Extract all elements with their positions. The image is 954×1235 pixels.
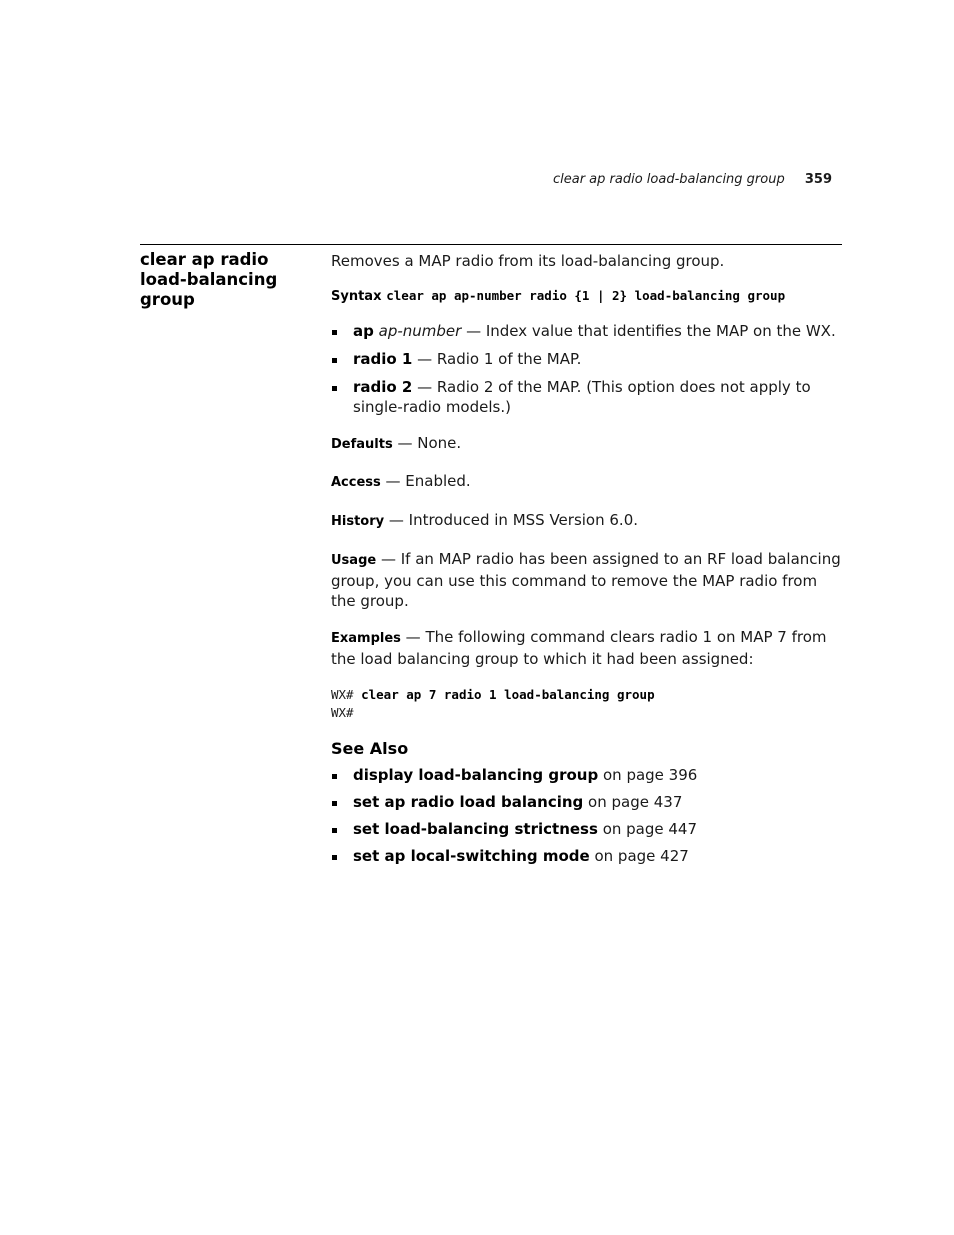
see-also-item[interactable] [331, 765, 846, 785]
bullet-icon [332, 330, 337, 335]
code-example [331, 686, 846, 722]
defaults-label: Defaults [331, 437, 393, 452]
bullet-icon [332, 801, 337, 806]
access-text: — Enabled. [380, 472, 471, 490]
see-also-page: on page 396 [598, 766, 698, 784]
see-also-heading: See Also [331, 739, 409, 758]
code-line [331, 686, 846, 704]
section-title-line: load-balancing [140, 270, 278, 289]
code-line: WX# [331, 705, 354, 720]
see-also-page: on page 447 [597, 820, 698, 838]
param-desc: — Radio 2 of the MAP. (This option does not apply to single-radio models.) [353, 378, 811, 416]
code-command: clear ap 7 radio 1 load-balancing group [361, 687, 655, 702]
bullet-icon [332, 386, 337, 391]
page-number: 359 [804, 172, 832, 187]
syntax-label: Syntax [331, 289, 382, 304]
param-desc: — Radio 1 of the MAP. [412, 350, 582, 368]
access-line [331, 471, 846, 493]
list-item [331, 349, 846, 369]
see-also-page: on page 427 [589, 847, 689, 865]
see-also-item[interactable] [331, 792, 846, 812]
examples-paragraph [331, 627, 846, 669]
param-term-italic: ap-number [378, 322, 462, 340]
section-title-line: clear ap radio [140, 250, 269, 269]
defaults-line [331, 433, 846, 455]
syntax-line [331, 285, 846, 307]
usage-label: Usage [331, 553, 377, 568]
see-also-item[interactable] [331, 819, 846, 839]
list-item [331, 377, 846, 417]
list-item [331, 321, 846, 341]
section-divider [140, 244, 842, 245]
bullet-icon [332, 358, 337, 363]
description: Removes a MAP radio from its load-balancing group. [331, 252, 725, 270]
running-title: clear ap radio load-balancing group [552, 172, 785, 187]
see-also-link[interactable]: set ap radio load balancing [353, 793, 584, 811]
see-also-link[interactable]: display load-balancing group [353, 766, 599, 784]
param-term: ap [353, 322, 374, 340]
param-term: radio 2 [353, 378, 413, 396]
bullet-icon [332, 855, 337, 860]
parameter-list [331, 321, 846, 417]
see-also-list [331, 765, 846, 866]
see-also-item[interactable] [331, 846, 846, 866]
usage-text: — If an MAP radio has been assigned to an RF load balancing group, you can use this command to remove the MAP radio from the group. [331, 550, 841, 610]
command-body [331, 251, 846, 866]
bullet-icon [332, 828, 337, 833]
access-label: Access [331, 475, 381, 490]
examples-label: Examples [331, 631, 401, 646]
running-header [553, 172, 832, 187]
bullet-icon [332, 774, 337, 779]
examples-text: — The following command clears radio 1 on MAP 7 from the load balancing group to which it had been assigned: [331, 628, 827, 668]
param-term: radio 1 [353, 350, 413, 368]
section-title-line: group [140, 290, 195, 309]
history-text: — Introduced in MSS Version 6.0. [384, 511, 639, 529]
usage-paragraph [331, 549, 846, 611]
param-desc: — Index value that identifies the MAP on the WX. [461, 322, 836, 340]
see-also-link[interactable]: set load-balancing strictness [353, 820, 598, 838]
history-line [331, 510, 846, 532]
syntax-command: clear ap ap-number radio {1 | 2} load-balancing group [386, 288, 786, 303]
code-prompt: WX# [331, 687, 362, 702]
see-also-page: on page 437 [583, 793, 683, 811]
see-also-link[interactable]: set ap local-switching mode [353, 847, 590, 865]
section-title [140, 250, 315, 310]
defaults-text: — None. [392, 434, 462, 452]
history-label: History [331, 514, 385, 529]
